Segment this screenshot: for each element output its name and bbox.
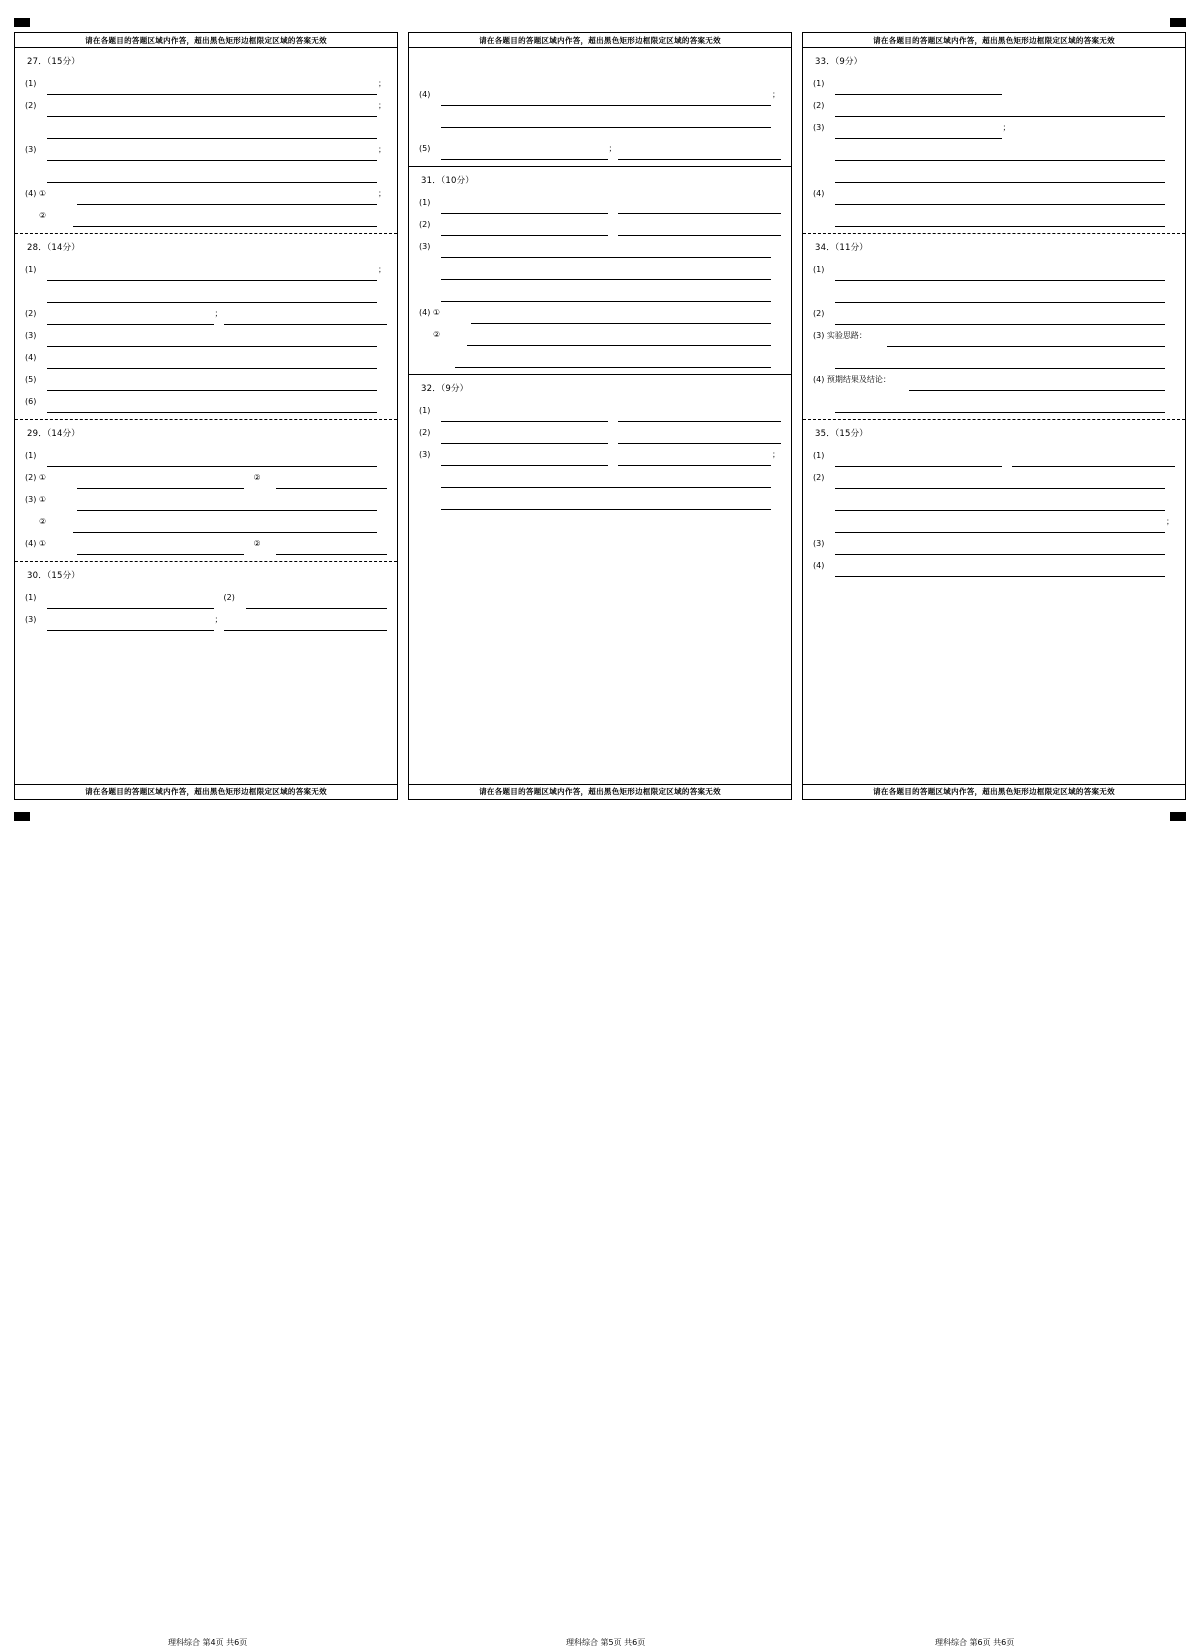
- row-label: (4): [813, 189, 825, 198]
- row-label: (1): [813, 451, 825, 460]
- answer-columns: [14, 32, 1186, 800]
- row-label: ②: [39, 211, 47, 220]
- answer-line[interactable]: [835, 102, 1165, 117]
- column-header-notice: 请在各题目的答题区域内作答，超出黑色矩形边框限定区域的答案无效: [409, 33, 791, 48]
- answer-line[interactable]: [441, 145, 608, 160]
- row-label: (6): [25, 397, 37, 406]
- question-title: 28．（14分）: [27, 243, 80, 253]
- row-label: (2): [419, 220, 431, 229]
- row-label: (4) ①: [419, 308, 441, 317]
- answer-line[interactable]: [835, 124, 1002, 139]
- answer-line[interactable]: [618, 429, 781, 444]
- answer-line[interactable]: [47, 398, 377, 413]
- answer-line[interactable]: [909, 376, 1165, 391]
- answer-line[interactable]: [441, 221, 608, 236]
- answer-line[interactable]: [835, 474, 1165, 489]
- question-title: 32．（9分）: [421, 384, 469, 394]
- page-number-5: 理科综合 第5页 共6页: [566, 1638, 646, 1647]
- answer-line[interactable]: [835, 146, 1165, 161]
- answer-line[interactable]: [441, 495, 771, 510]
- answer-line[interactable]: [73, 212, 377, 227]
- row-label: (1): [813, 265, 825, 274]
- answer-line[interactable]: [1012, 452, 1175, 467]
- answer-line[interactable]: [887, 332, 1165, 347]
- row-label: (3): [25, 145, 37, 154]
- row-tail: ；: [772, 450, 780, 459]
- column-header-notice: 请在各题目的答题区域内作答，超出黑色矩形边框限定区域的答案无效: [15, 33, 397, 48]
- answer-line[interactable]: [47, 310, 214, 325]
- answer-line[interactable]: [47, 266, 377, 281]
- answer-line[interactable]: [441, 265, 771, 280]
- row-label: (3): [25, 615, 37, 624]
- row-tail: ；: [772, 90, 780, 99]
- answer-line[interactable]: [455, 353, 771, 368]
- row-tail: ；: [378, 101, 386, 110]
- row-label: (2): [419, 428, 431, 437]
- row-label: (3): [813, 539, 825, 548]
- column-header-notice: 请在各题目的答题区域内作答，超出黑色矩形边框限定区域的答案无效: [803, 33, 1185, 48]
- answer-line[interactable]: [77, 474, 244, 489]
- row-label: (4) ①: [25, 539, 47, 548]
- answer-line[interactable]: [441, 91, 771, 106]
- answer-line[interactable]: [246, 594, 387, 609]
- question-block-30-continued: [409, 48, 791, 166]
- answer-line[interactable]: [835, 168, 1165, 183]
- answer-line[interactable]: [47, 594, 214, 609]
- row-label: (3): [25, 331, 37, 340]
- row-label: (1): [25, 593, 37, 602]
- question-block-35: [803, 419, 1185, 583]
- row-tail: ；: [378, 79, 386, 88]
- answer-line[interactable]: [1012, 125, 1175, 139]
- row-label: ②: [433, 330, 441, 339]
- row-tail: ；: [1166, 517, 1174, 526]
- answer-line[interactable]: [77, 540, 244, 555]
- row-label: (1): [25, 79, 37, 88]
- column-footer-notice: 请在各题目的答题区域内作答，超出黑色矩形边框限定区域的答案无效: [15, 784, 397, 799]
- registration-mark-top-right: [1170, 18, 1186, 27]
- answer-line[interactable]: [73, 518, 377, 533]
- column-footer-notice: 请在各题目的答题区域内作答，超出黑色矩形边框限定区域的答案无效: [409, 784, 791, 799]
- row-tail: ；: [378, 189, 386, 198]
- answer-line[interactable]: [835, 518, 1165, 533]
- row-label: (3): [813, 123, 825, 132]
- row-label: (4) ①: [25, 189, 47, 198]
- registration-mark-top-left: [14, 18, 30, 27]
- row-label: (3) ①: [25, 495, 47, 504]
- question-block-27: [15, 48, 397, 233]
- answer-line[interactable]: [835, 398, 1165, 413]
- answer-line[interactable]: [835, 80, 1002, 95]
- answer-line[interactable]: [835, 496, 1165, 511]
- question-title: 27．（15分）: [27, 57, 80, 67]
- row-label: (1): [813, 79, 825, 88]
- answer-line[interactable]: [441, 287, 771, 302]
- question-title: 35．（15分）: [815, 429, 868, 439]
- row-label: (2): [813, 473, 825, 482]
- answer-line[interactable]: [47, 332, 377, 347]
- question-title: 30．（15分）: [27, 571, 80, 581]
- row-label: (4): [419, 90, 431, 99]
- answer-column-page-4: [14, 32, 398, 800]
- answer-line[interactable]: [618, 145, 781, 160]
- question-block-28: [15, 233, 397, 419]
- row-label-secondary: (2): [223, 593, 235, 602]
- question-title: 31．（10分）: [421, 176, 474, 186]
- row-label: (2): [25, 101, 37, 110]
- answer-line[interactable]: [441, 451, 608, 466]
- row-tail: ；: [214, 615, 223, 624]
- row-label: (4) 预期结果及结论：: [813, 375, 891, 384]
- answer-line[interactable]: [835, 190, 1165, 205]
- row-label: (1): [419, 198, 431, 207]
- question-block-32: [409, 374, 791, 516]
- answer-line[interactable]: [441, 243, 771, 258]
- row-label: (5): [25, 375, 37, 384]
- row-label: (2): [813, 101, 825, 110]
- row-label-secondary: ②: [253, 539, 261, 548]
- answer-line[interactable]: [835, 310, 1165, 325]
- answer-line[interactable]: [224, 310, 387, 325]
- answer-line[interactable]: [47, 288, 377, 303]
- answer-line[interactable]: [441, 407, 608, 422]
- answer-line[interactable]: [618, 221, 781, 236]
- answer-line[interactable]: [77, 496, 377, 511]
- row-label: (3) 实验思路：: [813, 331, 867, 340]
- row-label: (2): [813, 309, 825, 318]
- row-label: ②: [39, 517, 47, 526]
- answer-line[interactable]: [835, 354, 1165, 369]
- question-title: 33．（9分）: [815, 57, 863, 67]
- answer-line[interactable]: [224, 616, 387, 631]
- answer-column-page-5: [408, 32, 792, 800]
- answer-line[interactable]: [47, 616, 214, 631]
- page-number-6: 理科综合 第6页 共6页: [935, 1638, 1015, 1647]
- answer-line[interactable]: [1012, 81, 1175, 95]
- question-block-34: [803, 233, 1185, 419]
- answer-line[interactable]: [47, 354, 377, 369]
- answer-line[interactable]: [441, 113, 771, 128]
- row-label: (3): [419, 242, 431, 251]
- answer-line[interactable]: [835, 212, 1165, 227]
- question-block-30: [15, 561, 397, 637]
- row-label-secondary: ②: [253, 473, 261, 482]
- row-tail: ；: [378, 145, 386, 154]
- column-footer-notice: 请在各题目的答题区域内作答，超出黑色矩形边框限定区域的答案无效: [803, 784, 1185, 799]
- row-label: (2) ①: [25, 473, 47, 482]
- row-label: (1): [25, 451, 37, 460]
- answer-line[interactable]: [47, 124, 377, 139]
- question-title: 29．（14分）: [27, 429, 80, 439]
- answer-line[interactable]: [77, 190, 377, 205]
- answer-line[interactable]: [441, 429, 608, 444]
- answer-line[interactable]: [276, 474, 387, 489]
- answer-line[interactable]: [835, 452, 1002, 467]
- row-label: (4): [813, 561, 825, 570]
- answer-column-page-6: [802, 32, 1186, 800]
- row-label: (5): [419, 144, 431, 153]
- answer-line[interactable]: [47, 80, 377, 95]
- row-label: (2): [25, 309, 37, 318]
- question-block-29: [15, 419, 397, 561]
- row-tail: ；: [608, 144, 617, 153]
- answer-line[interactable]: [618, 199, 781, 214]
- row-tail: ；: [1002, 123, 1011, 132]
- column-body: [803, 48, 1185, 784]
- row-tail: ；: [214, 309, 223, 318]
- page-number-4: 理科综合 第4页 共6页: [168, 1638, 248, 1647]
- row-label: (3): [419, 450, 431, 459]
- answer-line[interactable]: [441, 199, 608, 214]
- column-body: [409, 48, 791, 784]
- answer-line[interactable]: [47, 168, 377, 183]
- question-block-33: [803, 48, 1185, 233]
- question-title: 34．（11分）: [815, 243, 868, 253]
- answer-line[interactable]: [835, 562, 1165, 577]
- row-label: (1): [419, 406, 431, 415]
- answer-line[interactable]: [618, 451, 771, 466]
- answer-line[interactable]: [441, 473, 771, 488]
- column-body: [15, 48, 397, 784]
- answer-line[interactable]: [835, 540, 1165, 555]
- answer-line[interactable]: [276, 540, 387, 555]
- answer-line[interactable]: [47, 376, 377, 391]
- answer-line[interactable]: [835, 288, 1165, 303]
- answer-line[interactable]: [471, 309, 771, 324]
- answer-line[interactable]: [835, 266, 1165, 281]
- answer-line[interactable]: [47, 452, 377, 467]
- row-tail: ；: [378, 265, 386, 274]
- answer-line[interactable]: [47, 146, 377, 161]
- answer-line[interactable]: [618, 407, 781, 422]
- row-label: (4): [25, 353, 37, 362]
- answer-line[interactable]: [467, 331, 771, 346]
- page-footer: [0, 816, 1200, 1647]
- row-label: (1): [25, 265, 37, 274]
- question-block-31: [409, 166, 791, 374]
- answer-line[interactable]: [47, 102, 377, 117]
